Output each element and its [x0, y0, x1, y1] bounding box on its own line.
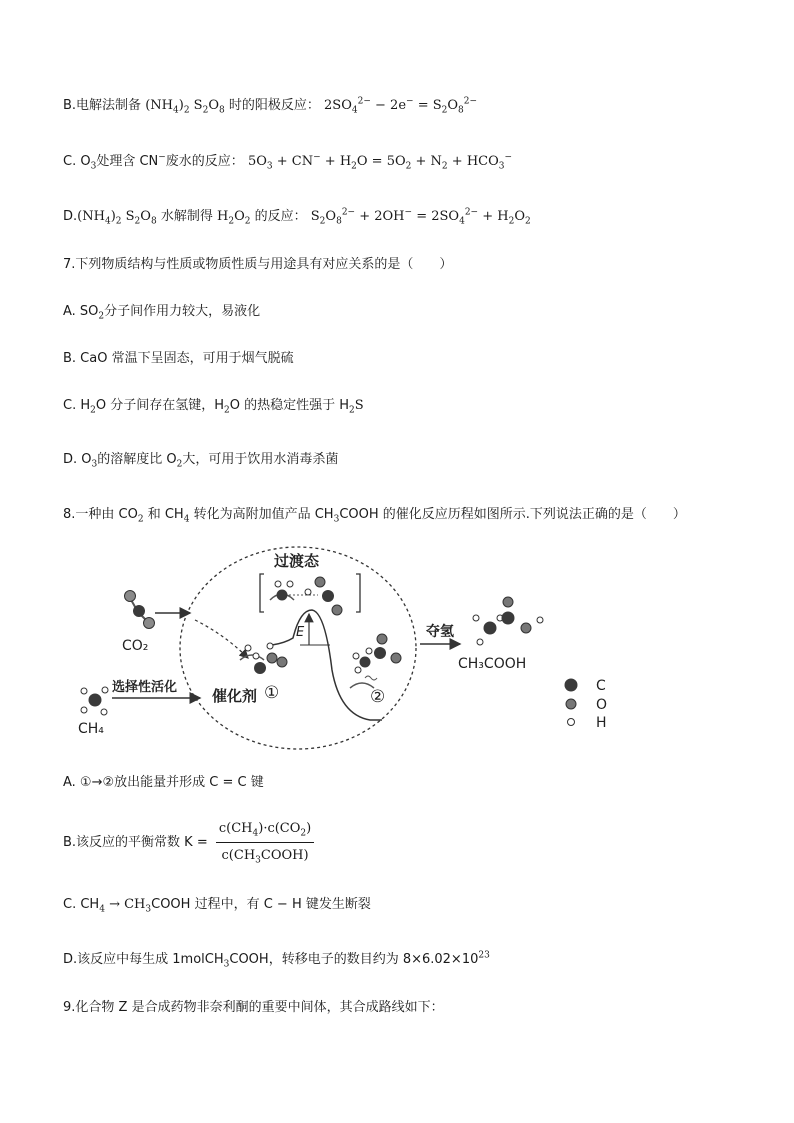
q8-option-c: C. $CH_4$ → $CH_3COOH$ 过程中，有 C − H 键发生断裂 [63, 897, 371, 915]
intermediate-2-icon [350, 634, 401, 688]
q8-stem: 8.一种由 $CO_2$ 和 $CH_4$ 转化为高附加值产品 $CH_3COOH$ 的催化反应历程如图所示.下列说法正确的是（ ） [63, 507, 686, 525]
q7-option-d: D. $O_3$的溶解度比 $O_2$大，可用于饮用水消毒杀菌 [63, 452, 339, 470]
legend-h-label: H [596, 715, 607, 731]
q8-option-b: B.该反应的平衡常数 K = $\frac{c(CH_4)\cdot c(CO_2)}{c(CH_3COOH)}$ [63, 818, 314, 867]
dehydrogenation-label: 夺氢 [426, 624, 454, 640]
ch3cooh-molecule-icon [473, 597, 543, 645]
q7-option-a: A. $SO_2$分子间作用力较大，易液化 [63, 304, 261, 322]
ch4-molecule-icon [81, 687, 108, 715]
q7-stem: 7.下列物质结构与性质或物质性质与用途具有对应关系的是（ ） [63, 257, 453, 272]
step-1-label: ① [264, 683, 280, 703]
q8-option-d: D.该反应中每生成 1molCH$_3$COOH，转移电子的数目约为 $8\times 6.02\times 10^{23}$ [63, 950, 490, 970]
q7-option-c: C. $H_2O$ 分子间存在氢键，$H_2O$ 的热稳定性强于 $H_2S$ [63, 398, 364, 416]
transition-state-label: 过渡态 [274, 552, 320, 570]
energy-label: E [296, 625, 305, 640]
co2-label: CO₂ [122, 638, 149, 654]
co2-dashed-path [195, 620, 248, 658]
ts-bracket-left [260, 574, 264, 612]
q7-option-b: B. CaO 常温下呈固态，可用于烟气脱硫 [63, 351, 294, 366]
legend-o-label: O [596, 697, 608, 713]
q9-stem: 9.化合物 Z 是合成药物非奈利酮的重要中间体，其合成路线如下： [63, 1000, 444, 1015]
legend-hydrogen-icon [568, 719, 575, 726]
ts-bracket-right [356, 574, 360, 612]
co2-molecule-icon [125, 591, 155, 629]
step-2-label: ② [370, 687, 386, 707]
legend-c-label: C [596, 678, 606, 694]
selective-activation-label: 选择性活化 [112, 680, 178, 695]
ch4-label: CH₄ [78, 721, 104, 737]
legend-oxygen-icon [566, 699, 576, 709]
q6-option-d: $D.(NH_4)_2$ $S_2O_8$ 水解制得 $H_2O_2$ 的反应： $S_2O_8^{2-} + 2OH^- = 2SO_4^{2-} + H_2O_2$ [63, 207, 531, 227]
q6-option-b: B.电解法制备 $(NH_4)_2$ $S_2O_8$ 时的阳极反应： $2SO_4^{2-} - 2e^- = S_2O_8^{2-}$ [63, 96, 478, 116]
q8-option-a: A. ①→②放出能量并形成 C = C 键 [63, 775, 264, 790]
equilibrium-constant-fraction: $\frac{c(CH_4)\cdot c(CO_2)}{c(CH_3COOH)}$ [216, 818, 314, 867]
reaction-mechanism-figure [60, 540, 620, 755]
q6-option-c: C. $O_3$处理含 CN−废水的反应： $5O_3 + CN^- + H_2O = 5O_2 + N_2 + HCO_3^-$ [63, 152, 513, 172]
legend-carbon-icon [565, 679, 578, 692]
catalyst-label: 催化剂 [212, 687, 258, 705]
product-label: CH₃COOH [458, 656, 527, 672]
intermediate-1-icon [240, 643, 287, 674]
legend [565, 678, 608, 731]
ts-molecules-icon [270, 577, 342, 615]
